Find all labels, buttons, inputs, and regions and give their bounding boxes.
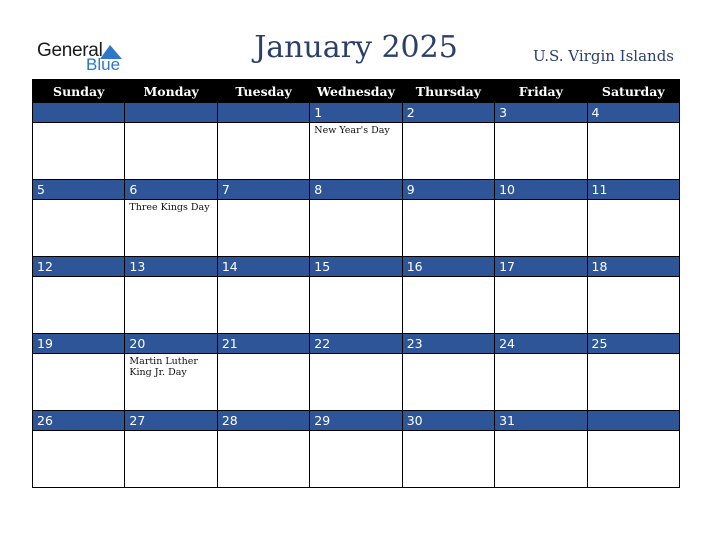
logo-general-text: General: [37, 40, 103, 61]
day-number: 9: [403, 180, 494, 200]
day-cell[interactable]: [33, 334, 125, 411]
weekday-header-row: [33, 80, 680, 103]
holiday-label: [218, 123, 309, 125]
holiday-label: [588, 431, 679, 433]
day-number: 26: [33, 411, 124, 431]
day-number: 31: [495, 411, 586, 431]
day-cell[interactable]: [217, 411, 309, 488]
day-cell[interactable]: [310, 334, 402, 411]
holiday-label: [588, 200, 679, 202]
day-number: 12: [33, 257, 124, 277]
holiday-label: [33, 123, 124, 125]
day-number: 17: [495, 257, 586, 277]
day-cell[interactable]: [587, 103, 679, 180]
holiday-label: [588, 354, 679, 356]
holiday-label: [495, 200, 586, 202]
day-cell[interactable]: [125, 411, 217, 488]
day-cell[interactable]: [33, 103, 125, 180]
day-number: 29: [310, 411, 401, 431]
day-number: 22: [310, 334, 401, 354]
holiday-label: [310, 200, 401, 202]
day-number: [218, 103, 309, 123]
day-cell[interactable]: [125, 103, 217, 180]
holiday-label: [33, 354, 124, 356]
holiday-label: [588, 123, 679, 125]
day-cell[interactable]: [125, 334, 217, 411]
holiday-label: [218, 277, 309, 279]
holiday-label: [125, 431, 216, 433]
day-cell[interactable]: [402, 334, 494, 411]
holiday-label: [495, 354, 586, 356]
holiday-label: [33, 431, 124, 433]
day-number: 1: [310, 103, 401, 123]
holiday-label: [495, 431, 586, 433]
holiday-label: [403, 123, 494, 125]
day-number: 7: [218, 180, 309, 200]
day-number: [33, 103, 124, 123]
week-row: [33, 257, 680, 334]
day-number: 18: [588, 257, 679, 277]
day-cell[interactable]: [402, 257, 494, 334]
day-number: 19: [33, 334, 124, 354]
day-number: 16: [403, 257, 494, 277]
page-title: January 2025: [254, 30, 458, 65]
weekday-thursday: Thursday: [402, 80, 494, 103]
holiday-label: [495, 123, 586, 125]
holiday-label: Three Kings Day: [129, 202, 210, 213]
day-number: 8: [310, 180, 401, 200]
day-number: 5: [33, 180, 124, 200]
holiday-label: [310, 354, 401, 356]
holiday-label: [218, 354, 309, 356]
day-number: 20: [125, 334, 216, 354]
day-cell[interactable]: [217, 334, 309, 411]
week-row: [33, 103, 680, 180]
holiday-label: [218, 431, 309, 433]
region-label: U.S. Virgin Islands: [533, 47, 674, 65]
day-number: [588, 411, 679, 431]
day-cell[interactable]: [217, 180, 309, 257]
day-cell[interactable]: [217, 103, 309, 180]
day-number: 11: [588, 180, 679, 200]
day-cell[interactable]: [310, 411, 402, 488]
holiday-label: [125, 277, 216, 279]
day-cell[interactable]: [125, 180, 217, 257]
holiday-label: [403, 431, 494, 433]
holiday-label: [33, 200, 124, 202]
day-cell[interactable]: [495, 103, 587, 180]
logo-blue-text: Blue: [86, 55, 121, 74]
holiday-label: Martin Luther King Jr. Day: [129, 356, 198, 378]
day-number: 3: [495, 103, 586, 123]
day-cell[interactable]: [402, 103, 494, 180]
day-cell[interactable]: [33, 180, 125, 257]
day-number: 14: [218, 257, 309, 277]
holiday-label: [588, 277, 679, 279]
week-row: [33, 334, 680, 411]
holiday-label: [218, 200, 309, 202]
holiday-label: [403, 277, 494, 279]
holiday-label: [403, 200, 494, 202]
calendar-grid: [32, 79, 680, 488]
day-number: 10: [495, 180, 586, 200]
day-cell[interactable]: [310, 180, 402, 257]
holiday-label: [33, 277, 124, 279]
day-cell[interactable]: [495, 334, 587, 411]
day-cell[interactable]: [495, 180, 587, 257]
weekday-saturday: Saturday: [587, 80, 679, 103]
day-number: 30: [403, 411, 494, 431]
holiday-label: [403, 354, 494, 356]
day-cell[interactable]: [217, 257, 309, 334]
holiday-label: [310, 431, 401, 433]
day-cell[interactable]: [587, 411, 679, 488]
day-cell[interactable]: [495, 257, 587, 334]
day-number: 25: [588, 334, 679, 354]
weekday-wednesday: Wednesday: [310, 80, 402, 103]
day-cell[interactable]: [33, 411, 125, 488]
day-cell[interactable]: [310, 103, 402, 180]
week-row: [33, 180, 680, 257]
day-cell[interactable]: [402, 180, 494, 257]
day-cell[interactable]: [402, 411, 494, 488]
day-number: 2: [403, 103, 494, 123]
day-cell[interactable]: [310, 257, 402, 334]
holiday-label: [310, 277, 401, 279]
day-number: 27: [125, 411, 216, 431]
holiday-label: New Year's Day: [314, 125, 390, 136]
day-cell[interactable]: [587, 334, 679, 411]
day-number: 24: [495, 334, 586, 354]
day-number: 4: [588, 103, 679, 123]
day-cell[interactable]: [587, 180, 679, 257]
day-number: 13: [125, 257, 216, 277]
day-number: 21: [218, 334, 309, 354]
weekday-sunday: Sunday: [33, 80, 125, 103]
day-number: 23: [403, 334, 494, 354]
day-number: 28: [218, 411, 309, 431]
day-number: [125, 103, 216, 123]
holiday-label: [125, 123, 216, 125]
day-cell[interactable]: [33, 257, 125, 334]
week-row: [33, 411, 680, 488]
weekday-monday: Monday: [125, 80, 217, 103]
day-number: 15: [310, 257, 401, 277]
holiday-label: [495, 277, 586, 279]
day-cell[interactable]: [495, 411, 587, 488]
day-cell[interactable]: [587, 257, 679, 334]
day-cell[interactable]: [125, 257, 217, 334]
day-number: 6: [125, 180, 216, 200]
weekday-friday: Friday: [495, 80, 587, 103]
weekday-tuesday: Tuesday: [217, 80, 309, 103]
